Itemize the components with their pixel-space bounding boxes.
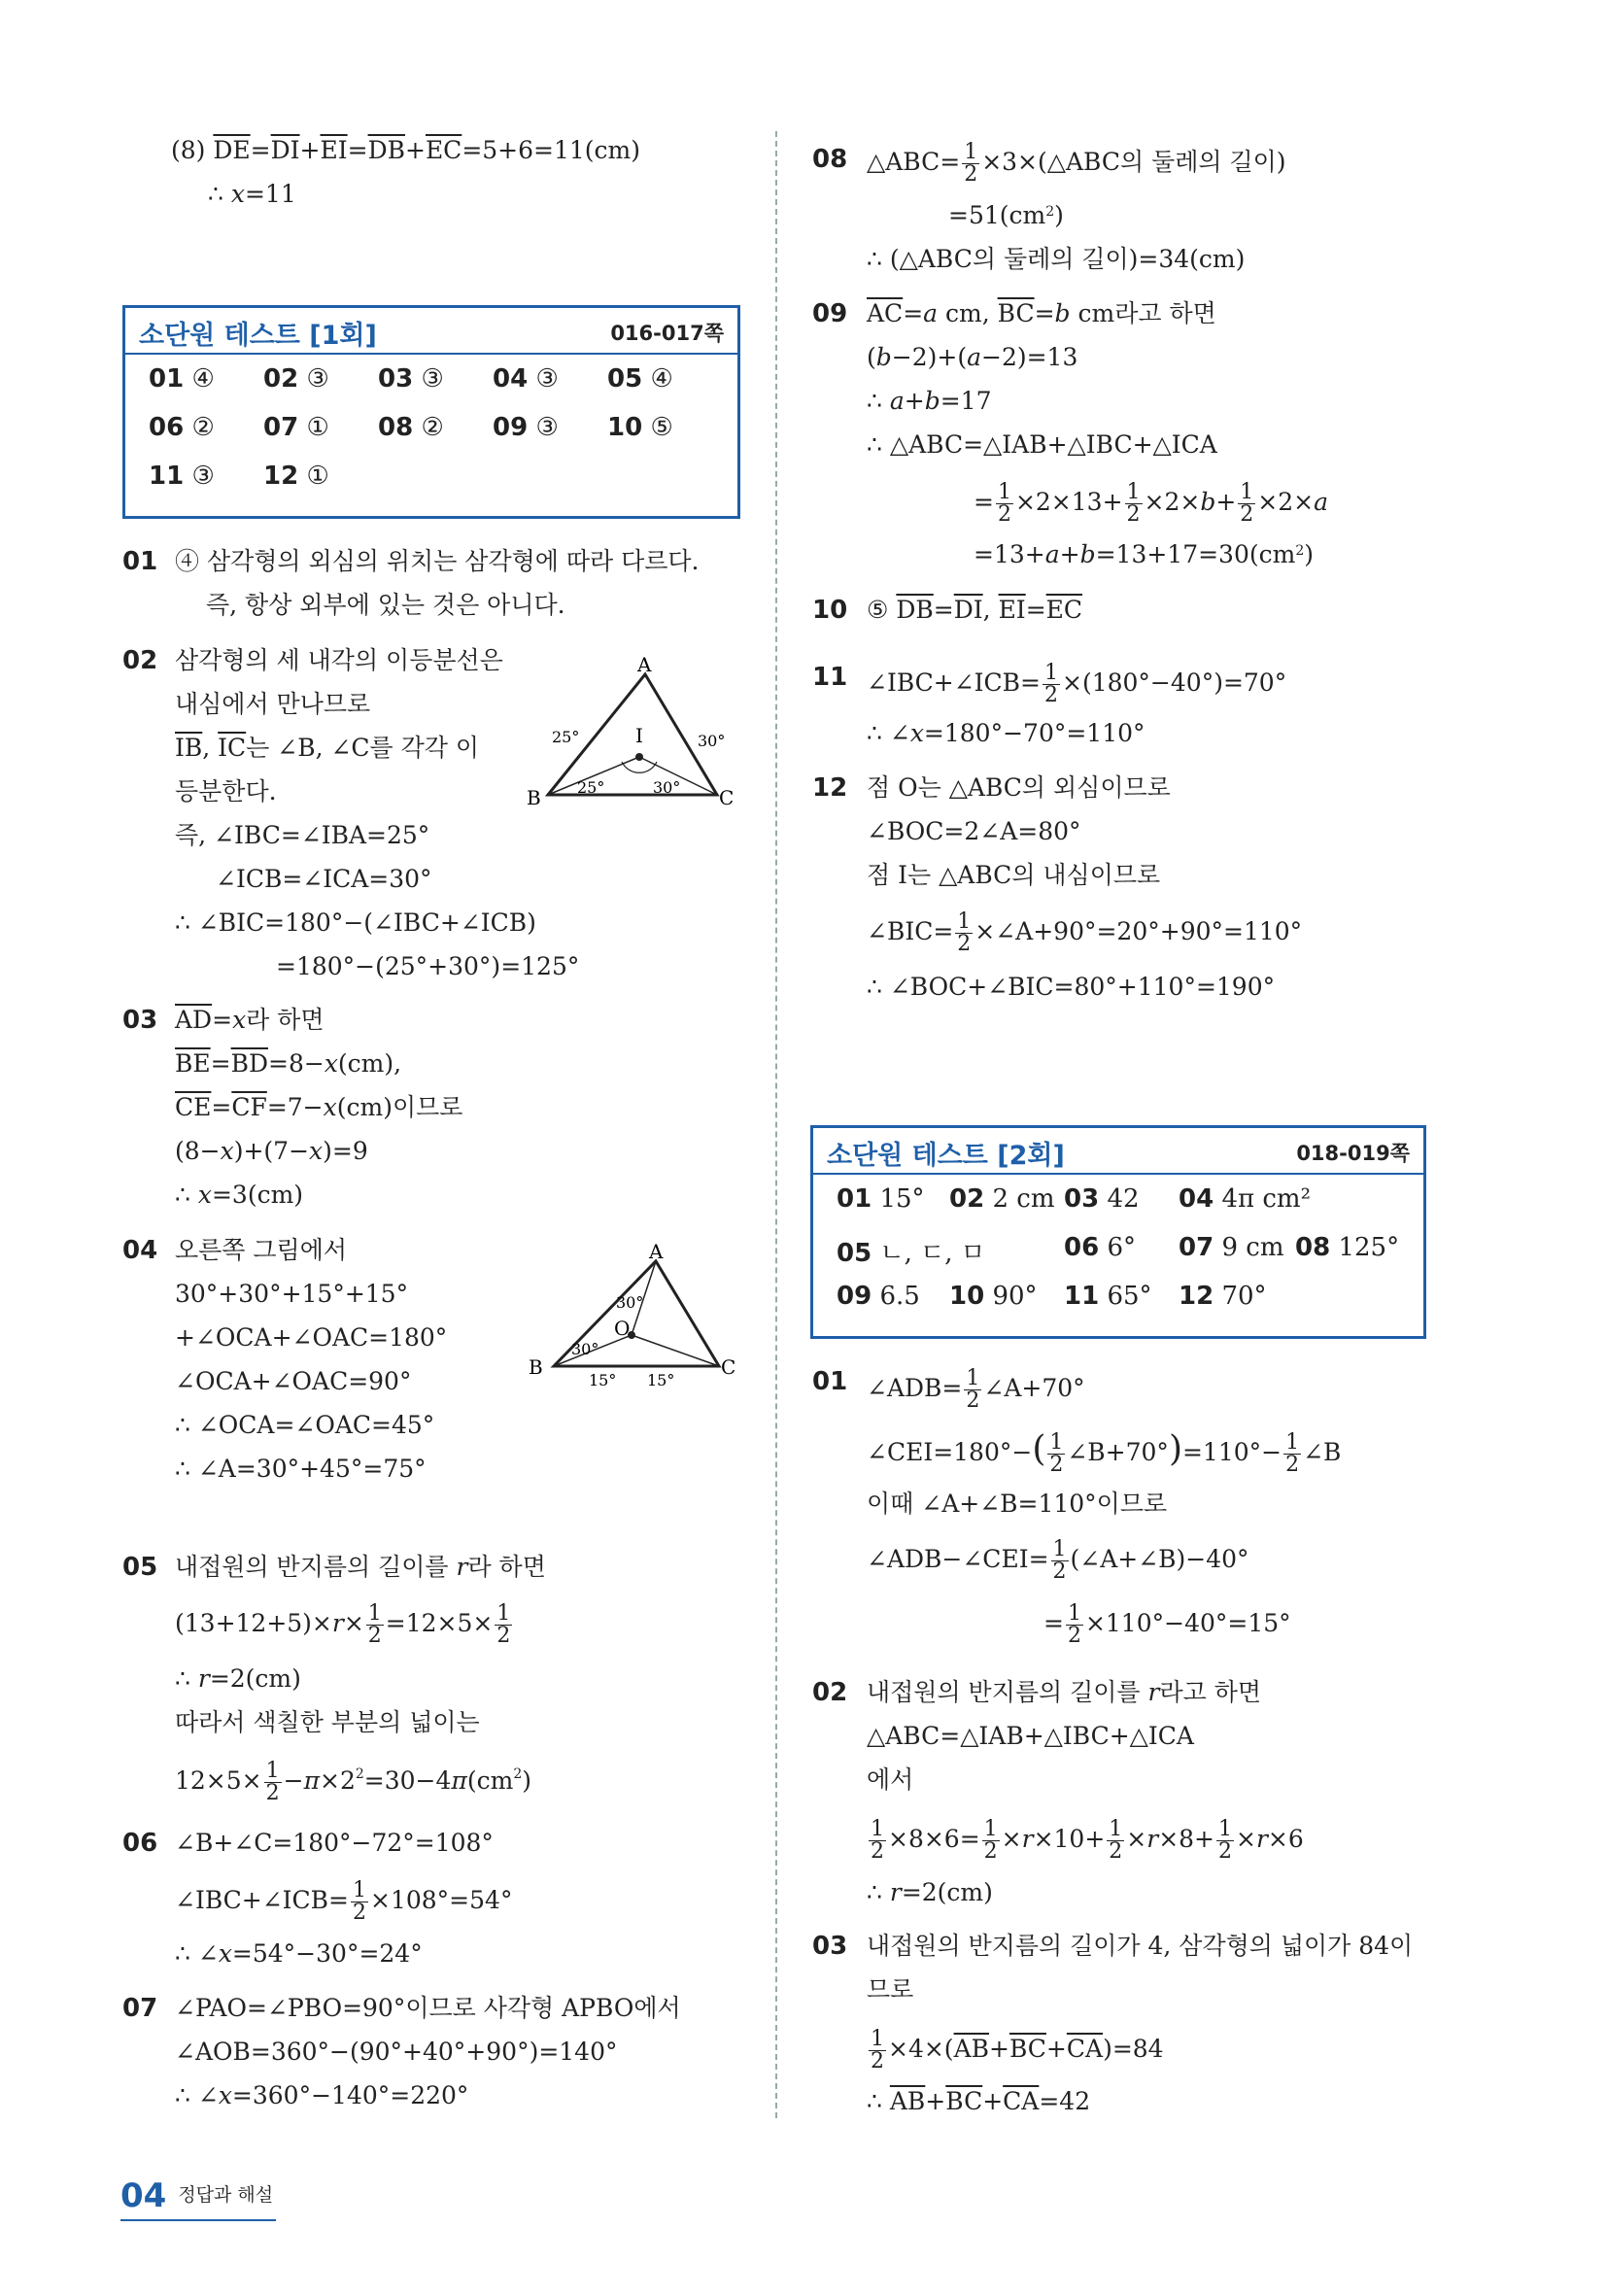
q04-line: ∠OCA+∠OAC=90°	[175, 1367, 412, 1395]
q07-line: ∠PAO=∠PBO=90°이므로 사각형 APBO에서	[175, 1994, 681, 2022]
q09-line: $=13+a+b=13+17=30(cm^2)$	[974, 540, 1315, 568]
answer-item: 09 ③	[493, 413, 559, 442]
q02-line: 즉, ∠IBC=∠IBA=25°	[175, 821, 430, 849]
q08-line: △ABC= $\frac{1}{2}$ ×3×(△ABC의 둘레의 길이)	[867, 140, 1286, 187]
q01-line: 즉, 항상 외부에 있는 것은 아니다.	[206, 591, 565, 619]
answer-item: 11 ③	[149, 462, 215, 491]
t02-line: △ABC=△IAB+△IBC+△ICA	[867, 1722, 1194, 1750]
answer-item: 03 42	[1064, 1184, 1140, 1214]
q08-number: 08	[812, 145, 848, 174]
label-c: C	[721, 1355, 736, 1379]
q04-number: 04	[122, 1236, 158, 1265]
q02-line: 삼각형의 세 내각의 이등분선은	[175, 646, 503, 674]
q09-number: 09	[812, 299, 848, 328]
q07-line: ∴ ∠x=360°−140°=220°	[175, 2081, 469, 2109]
q09-line: ∴ a+b=17	[867, 387, 992, 415]
q08-line: ∴ (△ABC의 둘레의 길이)=34(cm)	[867, 245, 1246, 273]
t01-line: 이때 ∠A+∠B=110°이므로	[867, 1490, 1168, 1518]
q05-line: 내접원의 반지름의 길이를 r라 하면	[175, 1553, 546, 1581]
test2-title: 소단원 테스트 [2회]	[827, 1141, 1065, 1171]
t03-line: $\frac{1}{2}$ $\times 4\times(\overline{AB}+\overline{BC}+\overline{CA})=84$	[871, 2027, 1164, 2073]
test1-answer-box	[122, 305, 740, 519]
t03-line: 내접원의 반지름의 길이가 4, 삼각형의 넓이가 84이	[867, 1932, 1414, 1960]
q05-line: (13+12+5)×r× $\frac{1}{2}$ =12×5× $\frac{1}{2}$	[175, 1601, 511, 1648]
incenter-triangle-figure	[525, 653, 738, 808]
answer-item: 12 70°	[1179, 1282, 1267, 1311]
t01-line: ∠ADB−∠CEI= $\frac{1}{2}$ (∠A+∠B)−40°	[867, 1537, 1249, 1584]
q05-line: 12×5× $\frac{1}{2}$ $-\pi\times 2^2=30-4\pi(cm^2)$	[175, 1759, 532, 1805]
q11-number: 11	[812, 663, 848, 692]
q09-line: = $\frac{1}{2}$ ×2×13+ $\frac{1}{2}$ ×2×b+ $\frac{1}{2}$ ×2×a	[974, 480, 1329, 527]
q06-number: 06	[122, 1829, 158, 1858]
answer-item: 07 9 cm	[1179, 1233, 1284, 1262]
q06-line: ∠IBC+∠ICB= $\frac{1}{2}$ ×108°=54°	[175, 1878, 513, 1925]
t02-line: ∴ r=2(cm)	[867, 1878, 993, 1906]
answer-item: 11 65°	[1064, 1282, 1152, 1311]
q06-line: ∠B+∠C=180°−72°=108°	[175, 1829, 494, 1857]
q04-line: +∠OCA+∠OAC=180°	[175, 1323, 448, 1352]
answer-item: 10 ⑤	[607, 413, 673, 442]
circumcenter-triangle-figure	[525, 1240, 738, 1395]
label-o: O	[614, 1317, 631, 1340]
q02-line: 등분한다.	[175, 777, 277, 805]
q03-line: $\overline{BE}=\overline{BD}=8-x(cm)$,	[175, 1049, 402, 1078]
answer-item: 10 90°	[949, 1282, 1038, 1311]
segment-oc	[632, 1335, 719, 1366]
q02-number: 02	[122, 646, 158, 675]
q11-line: ∠IBC+∠ICB= $\frac{1}{2}$ ×(180°−40°)=70°	[867, 661, 1287, 707]
q10-number: 10	[812, 596, 848, 625]
q12-number: 12	[812, 773, 848, 803]
q03-line: ∴ x=3(cm)	[175, 1181, 304, 1209]
q05-line: 따라서 색칠한 부분의 넓이는	[175, 1708, 480, 1736]
answer-item: 04 4π cm²	[1179, 1184, 1311, 1214]
angle-label: 30°	[653, 778, 681, 797]
answer-item: 01 ④	[149, 364, 215, 394]
q03-line: $\overline{AD}=x$라 하면	[175, 1006, 325, 1034]
column-divider	[775, 131, 777, 2118]
q02-line: 내심에서 만나므로	[175, 690, 371, 718]
q09-line: $\overline{AC}=a$ cm, $\overline{BC}=b$ cm라고 하면	[867, 299, 1216, 327]
test2-answer-box	[810, 1125, 1426, 1339]
test1-pages: 016-017쪽	[610, 322, 724, 345]
q06-line: ∴ ∠x=54°−30°=24°	[175, 1939, 423, 1968]
incenter-point	[635, 753, 643, 761]
q01-number: 01	[122, 547, 158, 576]
q02-line: $\overline{IB}$, $\overline{IC}$는 ∠B, ∠C를 각각 이	[175, 734, 480, 762]
prev-solution-conclusion: ∴ x=11	[208, 180, 296, 208]
q08-line: $=51(cm^2)$	[948, 201, 1064, 229]
answer-item: 09 6.5	[837, 1282, 920, 1311]
q04-line: ∴ ∠A=30°+45°=75°	[175, 1455, 427, 1483]
label-a: A	[649, 1240, 664, 1263]
q03-number: 03	[122, 1006, 158, 1035]
label-b: B	[529, 1355, 543, 1379]
answer-item: 03 ③	[378, 364, 444, 394]
q12-line: ∠BOC=2∠A=80°	[867, 817, 1081, 845]
t01-number: 01	[812, 1367, 848, 1396]
t03-line: 므로	[867, 1975, 914, 2004]
q05-number: 05	[122, 1553, 158, 1582]
angle-label: 25°	[577, 778, 605, 797]
page-number: 04	[120, 2176, 167, 2215]
q09-line: ∴ △ABC=△IAB+△IBC+△ICA	[867, 430, 1217, 459]
q04-line: ∴ ∠OCA=∠OAC=45°	[175, 1411, 435, 1439]
t02-line: 에서	[867, 1765, 914, 1794]
t01-line: ∠CEI=180°−( $\frac{1}{2}$ ∠B+70°)=110°− $\frac{1}{2}$ ∠B	[867, 1429, 1342, 1477]
q04-line: 30°+30°+15°+15°	[175, 1280, 409, 1308]
answer-item: 08 ②	[378, 413, 444, 442]
page-label: 정답과 해설	[178, 2184, 274, 2206]
answer-item: 04 ③	[493, 364, 559, 394]
t01-line: = $\frac{1}{2}$ ×110°−40°=15°	[1043, 1601, 1291, 1648]
answer-item: 06 6°	[1064, 1233, 1136, 1262]
q12-line: ∠BIC= $\frac{1}{2}$ ×∠A+90°=20°+90°=110°	[867, 909, 1303, 956]
test1-title: 소단원 테스트 [1회]	[139, 321, 377, 351]
t02-number: 02	[812, 1678, 848, 1707]
t03-number: 03	[812, 1932, 848, 1961]
t03-line: ∴ $\overline{AB}+\overline{BC}+\overline{CA}=42$	[867, 2087, 1091, 2115]
answer-item: 05 ④	[607, 364, 673, 394]
q05-line: ∴ r=2(cm)	[175, 1664, 301, 1693]
answer-item: 07 ①	[263, 413, 329, 442]
label-a: A	[637, 653, 652, 676]
answer-item: 05 ㄴ, ㄷ, ㅁ	[837, 1239, 985, 1268]
angle-label: 15°	[589, 1371, 617, 1389]
label-c: C	[719, 786, 735, 808]
angle-label: 30°	[571, 1340, 599, 1358]
t02-line: $\frac{1}{2}$ ×8×6= $\frac{1}{2}$ ×r×10+ $\frac{1}{2}$ ×r×8+ $\frac{1}{2}$ ×r×6	[871, 1817, 1304, 1864]
t01-line: ∠ADB= $\frac{1}{2}$ ∠A+70°	[867, 1366, 1085, 1413]
angle-label: 25°	[552, 728, 580, 746]
q03-line: (8−x)+(7−x)=9	[175, 1137, 368, 1165]
q12-line: 점 I는 △ABC의 내심이므로	[867, 861, 1161, 889]
q10-line: ⑤ $\overline{DB}=\overline{DI}$, $\overline{EI}=\overline{EC}$	[867, 596, 1083, 624]
q12-line: 점 O는 △ABC의 외심이므로	[867, 773, 1171, 802]
answer-item: 12 ①	[263, 462, 329, 491]
answer-item: 06 ②	[149, 413, 215, 442]
q07-number: 07	[122, 1994, 158, 2023]
t02-line: 내접원의 반지름의 길이를 r라고 하면	[867, 1678, 1262, 1706]
q12-line: ∴ ∠BOC+∠BIC=80°+110°=190°	[867, 973, 1276, 1001]
label-i: I	[635, 724, 643, 747]
q01-line: ④ 삼각형의 외심의 위치는 삼각형에 따라 다르다.	[175, 547, 700, 575]
q02-line: ∠ICB=∠ICA=30°	[216, 865, 432, 893]
q03-line: $\overline{CE}=\overline{CF}=7-x(cm)$이므로	[175, 1093, 463, 1121]
q11-line: ∴ ∠x=180°−70°=110°	[867, 719, 1145, 747]
answer-item: 08 125°	[1295, 1233, 1400, 1262]
angle-label: 30°	[698, 732, 726, 750]
test2-pages: 018-019쪽	[1296, 1142, 1410, 1165]
angle-label: 15°	[647, 1371, 675, 1389]
answer-item: 02 ③	[263, 364, 329, 394]
q07-line: ∠AOB=360°−(90°+40°+90°)=140°	[175, 2038, 618, 2066]
q02-line: =180°−(25°+30°)=125°	[276, 952, 580, 980]
label-b: B	[527, 786, 541, 808]
q04-line: 오른쪽 그림에서	[175, 1236, 347, 1264]
prev-solution-line: (8) $\overline{DE}=\overline{DI}+\overline{EI}=\overline{DB}+\overline{EC}=5+6=11(cm)$	[171, 136, 641, 164]
page-footer	[120, 2176, 273, 2215]
angle-label: 30°	[616, 1293, 644, 1312]
q09-line: (b−2)+(a−2)=13	[867, 343, 1078, 371]
q02-line: ∴ ∠BIC=180°−(∠IBC+∠ICB)	[175, 908, 536, 937]
footer-rule	[120, 2219, 276, 2221]
answer-item: 01 15°	[837, 1184, 925, 1214]
answer-item: 02 2 cm	[949, 1184, 1055, 1214]
